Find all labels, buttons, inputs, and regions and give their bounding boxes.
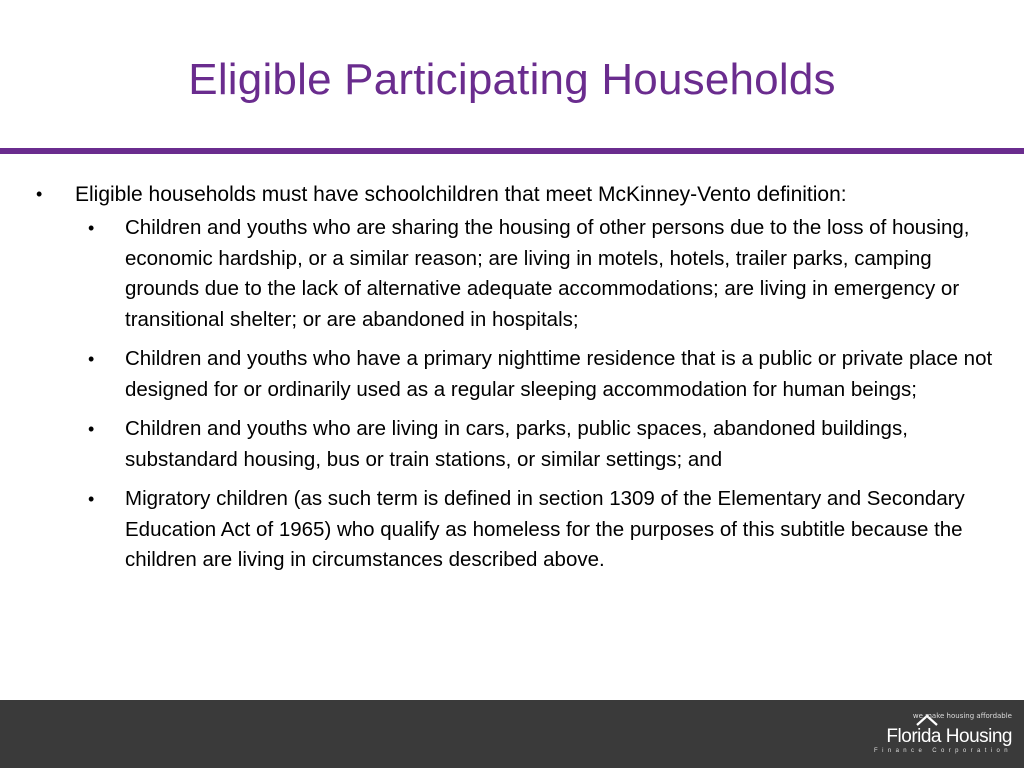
main-bullet-text: Eligible households must have schoolchildren that meet McKinney-Vento definition: xyxy=(75,183,847,206)
main-bullet-item xyxy=(0,178,1024,211)
sub-bullet-text: Children and youths who are living in cars, parks, public spaces, abandoned buildings, substandard housing, bus or train stations, or similar settings; and xyxy=(125,417,908,471)
sub-bullet-list xyxy=(0,213,1024,576)
sub-bullet-text: Migratory children (as such term is defined in section 1309 of the Elementary and Secondary Education Act of 1965) who qualify as homeless for the purposes of this subtitle because the children are living in circumstances described above. xyxy=(125,487,965,571)
slide-title: Eligible Participating Households xyxy=(188,55,836,104)
sub-bullet-text: Children and youths who have a primary nighttime residence that is a public or private place not designed for or ordinarily used as a regular sleeping accommodation for human beings; xyxy=(125,347,993,401)
bullet-icon: • xyxy=(88,489,95,509)
sub-bullet-item xyxy=(0,213,1024,335)
logo-tagline: we make housing affordable xyxy=(912,712,1012,720)
bullet-icon: • xyxy=(36,184,43,204)
sub-bullet-item xyxy=(0,414,1024,475)
bullet-icon: • xyxy=(88,218,95,238)
bullet-icon: • xyxy=(88,419,95,439)
title-divider xyxy=(0,148,1024,154)
sub-bullet-item xyxy=(0,344,1024,405)
florida-housing-logo xyxy=(872,710,1012,762)
footer-bar xyxy=(0,700,1024,768)
sub-bullet-text: Children and youths who are sharing the housing of other persons due to the loss of housing, economic hardship, or a similar reason; are living in motels, hotels, trailer parks, camping grounds due to the lack of alternative adequate accommodations; are living in emergency or transitional shelter; or are abandoned in hospitals; xyxy=(125,216,970,331)
sub-bullet-item xyxy=(0,484,1024,576)
logo-subtitle: Finance Corporation xyxy=(874,748,1012,754)
slide-content xyxy=(0,178,1024,585)
bullet-icon: • xyxy=(88,349,95,369)
logo-name: Florida Housing xyxy=(886,726,1012,747)
